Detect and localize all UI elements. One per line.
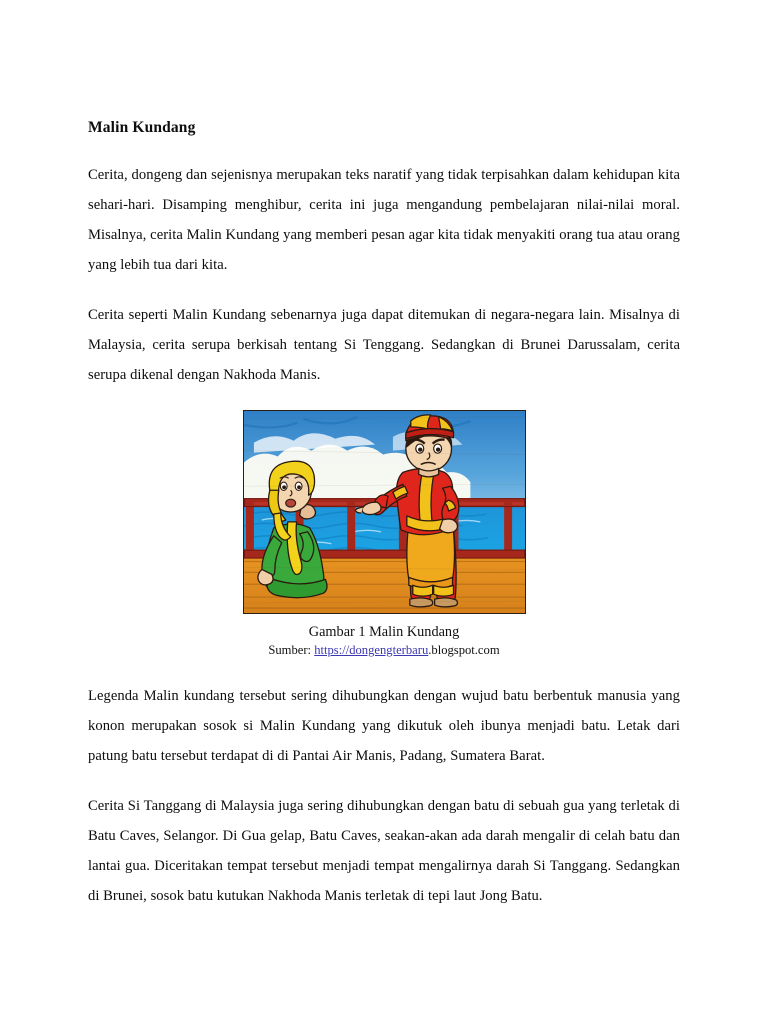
page-title: Malin Kundang	[88, 119, 196, 136]
figure-image-frame	[243, 410, 526, 614]
paragraph-1: Cerita, dongeng dan sejenisnya merupakan teks naratif yang tidak terpisahkan dalam kehidupan kita sehari-hari. Disamping menghibur, cerita ini juga mengandung pembelajaran nilai-nilai moral. Misalnya, cerita Malin Kundang yang memberi pesan agar kita tidak menyakiti orang tua atau orang yang lebih tua dari kita.	[88, 167, 680, 273]
paragraph-4: Cerita Si Tanggang di Malaysia juga sering dihubungkan dengan batu di sebuah gua yang terletak di Batu Caves, Selangor. Di Gua gelap, Batu Caves, seakan-akan ada darah mengalir di celah batu dan lantai gua. Diceritakan tempat tersebut menjadi tempat mengalirnya darah Si Tanggang. Sedangkan di Brunei, sosok batu kutukan Nakhoda Manis terletak di tepi laut Jong Batu.	[88, 798, 680, 904]
figure-caption: Gambar 1 Malin Kundang	[308, 624, 460, 640]
figure-source-label: Sumber:	[268, 643, 312, 657]
paragraph-2: Cerita seperti Malin Kundang sebenarnya juga dapat ditemukan di negara-negara lain. Misalnya di Malaysia, cerita serupa berkisah tentang Si Tenggang. Sedangkan di Brunei Darussalam, cerita serupa dikenal dengan Nakhoda Manis.	[88, 307, 680, 383]
figure-block	[88, 410, 680, 659]
malin-kundang-illustration	[244, 411, 525, 613]
figure-source-tail: .blogspot.com	[428, 643, 500, 657]
document-body	[88, 118, 680, 911]
paragraph-3: Legenda Malin kundang tersebut sering dihubungkan dengan wujud batu berbentuk manusia yang konon merupakan sosok si Malin Kundang yang dikutuk oleh ibunya menjadi batu. Letak dari patung batu tersebut terdapat di di Pantai Air Manis, Padang, Sumatera Barat.	[88, 688, 680, 764]
figure-source-link[interactable]: https://dongengterbaru	[314, 643, 429, 657]
figure-source-line	[88, 642, 680, 659]
